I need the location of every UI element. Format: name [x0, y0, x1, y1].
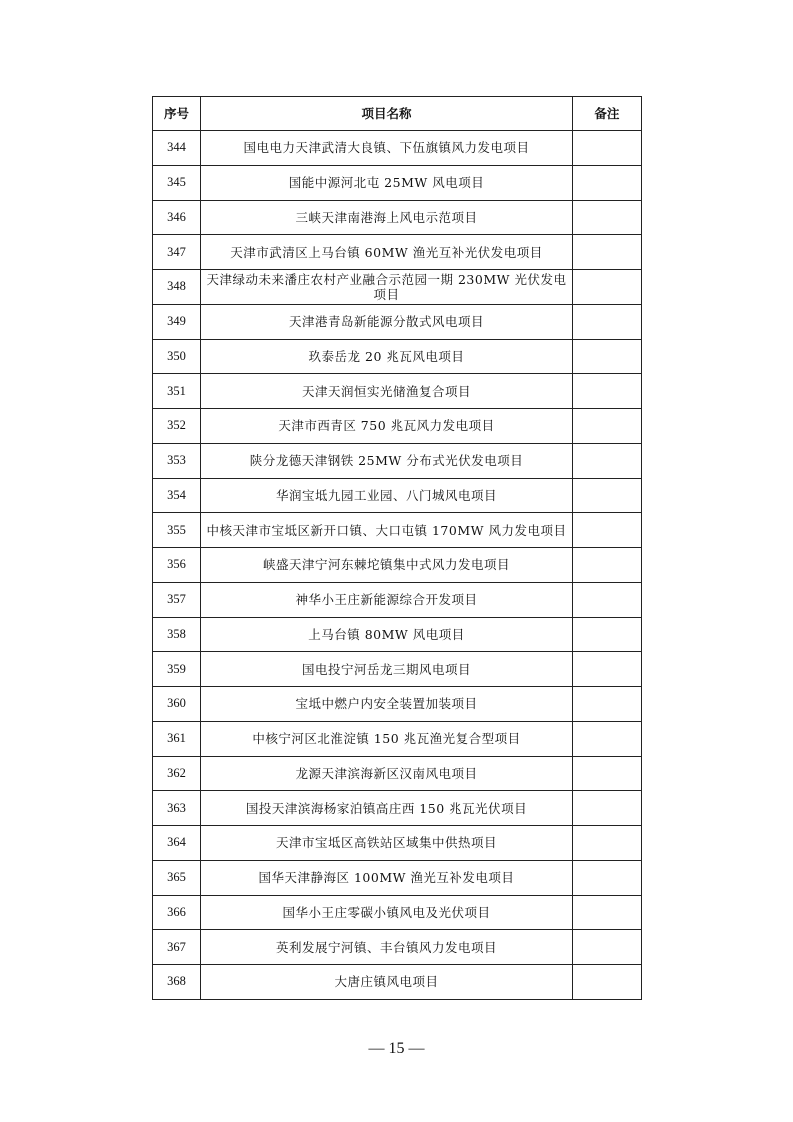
- row-note: [572, 443, 641, 478]
- row-project-name: 神华小王庄新能源综合开发项目: [201, 582, 573, 617]
- row-note: [572, 513, 641, 548]
- table-row: [153, 235, 642, 270]
- row-project-name: 大唐庄镇风电项目: [201, 965, 573, 1000]
- row-seq: 363: [153, 791, 201, 826]
- row-seq: 359: [153, 652, 201, 687]
- table-row: [153, 826, 642, 861]
- row-project-name: 宝坻中燃户内安全装置加装项目: [201, 687, 573, 722]
- table-row: [153, 965, 642, 1000]
- row-project-name: 上马台镇 80MW 风电项目: [201, 617, 573, 652]
- row-seq: 356: [153, 548, 201, 583]
- table-row: [153, 443, 642, 478]
- row-seq: 357: [153, 582, 201, 617]
- row-project-name: 国电电力天津武清大良镇、下伍旗镇风力发电项目: [201, 131, 573, 166]
- header-seq: 序号: [153, 97, 201, 131]
- table-row: [153, 930, 642, 965]
- row-seq: 365: [153, 860, 201, 895]
- table-row: [153, 131, 642, 166]
- row-seq: 344: [153, 131, 201, 166]
- table-row: [153, 513, 642, 548]
- row-seq: 362: [153, 756, 201, 791]
- row-seq: 358: [153, 617, 201, 652]
- table-row: [153, 409, 642, 444]
- row-seq: 347: [153, 235, 201, 270]
- row-seq: 348: [153, 270, 201, 305]
- row-project-name: 陕分龙德天津钢铁 25MW 分布式光伏发电项目: [201, 443, 573, 478]
- row-project-name: 天津港青岛新能源分散式风电项目: [201, 304, 573, 339]
- row-note: [572, 374, 641, 409]
- row-project-name: 龙源天津滨海新区汉南风电项目: [201, 756, 573, 791]
- row-note: [572, 339, 641, 374]
- table-row: [153, 687, 642, 722]
- table-row: [153, 200, 642, 235]
- row-project-name: 华润宝坻九园工业园、八门城风电项目: [201, 478, 573, 513]
- row-note: [572, 930, 641, 965]
- row-note: [572, 756, 641, 791]
- row-note: [572, 270, 641, 305]
- table-row: [153, 582, 642, 617]
- row-note: [572, 791, 641, 826]
- row-seq: 355: [153, 513, 201, 548]
- row-seq: 361: [153, 721, 201, 756]
- row-seq: 364: [153, 826, 201, 861]
- row-note: [572, 165, 641, 200]
- table-row: [153, 721, 642, 756]
- row-note: [572, 200, 641, 235]
- table-row: [153, 548, 642, 583]
- table-row: [153, 791, 642, 826]
- row-seq: 346: [153, 200, 201, 235]
- row-note: [572, 235, 641, 270]
- row-seq: 354: [153, 478, 201, 513]
- table-row: [153, 478, 642, 513]
- row-seq: 360: [153, 687, 201, 722]
- row-note: [572, 548, 641, 583]
- row-project-name: 天津市宝坻区高铁站区域集中供热项目: [201, 826, 573, 861]
- row-project-name: 峡盛天津宁河东棘坨镇集中式风力发电项目: [201, 548, 573, 583]
- row-project-name: 天津市武清区上马台镇 60MW 渔光互补光伏发电项目: [201, 235, 573, 270]
- row-project-name: 玖泰岳龙 20 兆瓦风电项目: [201, 339, 573, 374]
- header-project-name: 项目名称: [201, 97, 573, 131]
- project-table: [152, 96, 642, 1000]
- table-row: [153, 270, 642, 305]
- row-seq: 352: [153, 409, 201, 444]
- row-note: [572, 409, 641, 444]
- table-row: [153, 895, 642, 930]
- row-note: [572, 895, 641, 930]
- row-note: [572, 478, 641, 513]
- table-row: [153, 304, 642, 339]
- table-row: [153, 756, 642, 791]
- table-header-row: [153, 97, 642, 131]
- row-seq: 351: [153, 374, 201, 409]
- row-project-name: 国投天津滨海杨家泊镇高庄西 150 兆瓦光伏项目: [201, 791, 573, 826]
- row-note: [572, 965, 641, 1000]
- row-note: [572, 721, 641, 756]
- row-project-name: 英利发展宁河镇、丰台镇风力发电项目: [201, 930, 573, 965]
- row-project-name: 国华天津静海区 100MW 渔光互补发电项目: [201, 860, 573, 895]
- row-project-name: 天津市西青区 750 兆瓦风力发电项目: [201, 409, 573, 444]
- table-row: [153, 860, 642, 895]
- row-note: [572, 617, 641, 652]
- row-note: [572, 652, 641, 687]
- row-seq: 367: [153, 930, 201, 965]
- row-project-name: 中核宁河区北淮淀镇 150 兆瓦渔光复合型项目: [201, 721, 573, 756]
- row-seq: 353: [153, 443, 201, 478]
- row-seq: 345: [153, 165, 201, 200]
- table-row: [153, 652, 642, 687]
- row-seq: 350: [153, 339, 201, 374]
- row-project-name: 国电投宁河岳龙三期风电项目: [201, 652, 573, 687]
- row-project-name: 国华小王庄零碳小镇风电及光伏项目: [201, 895, 573, 930]
- row-note: [572, 131, 641, 166]
- table-row: [153, 339, 642, 374]
- row-project-name: 三峡天津南港海上风电示范项目: [201, 200, 573, 235]
- row-seq: 366: [153, 895, 201, 930]
- row-project-name: 国能中源河北屯 25MW 风电项目: [201, 165, 573, 200]
- row-note: [572, 304, 641, 339]
- table-body: [153, 131, 642, 1000]
- row-note: [572, 582, 641, 617]
- row-project-name: 中核天津市宝坻区新开口镇、大口屯镇 170MW 风力发电项目: [201, 513, 573, 548]
- table-row: [153, 617, 642, 652]
- header-note: 备注: [572, 97, 641, 131]
- row-project-name: 天津天润恒实光储渔复合项目: [201, 374, 573, 409]
- row-seq: 349: [153, 304, 201, 339]
- table-row: [153, 374, 642, 409]
- row-project-name: 天津绿动未来潘庄农村产业融合示范园一期 230MW 光伏发电项目: [201, 270, 573, 305]
- row-note: [572, 860, 641, 895]
- row-seq: 368: [153, 965, 201, 1000]
- table-row: [153, 165, 642, 200]
- row-note: [572, 687, 641, 722]
- row-note: [572, 826, 641, 861]
- page-number: — 15 —: [368, 1040, 425, 1057]
